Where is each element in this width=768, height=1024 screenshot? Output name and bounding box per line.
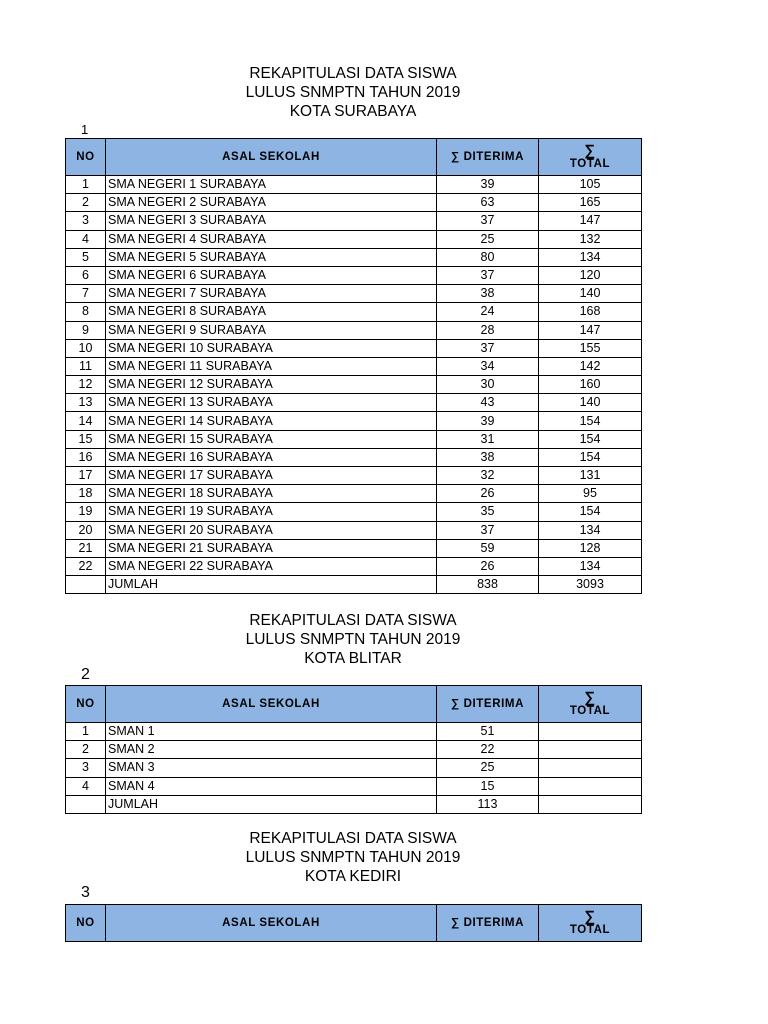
sigma-symbol: ∑ <box>584 141 596 159</box>
row-total: 142 <box>539 357 642 375</box>
row-accepted: 34 <box>437 357 539 375</box>
row-no: 3 <box>66 759 106 777</box>
row-total: 105 <box>539 176 642 194</box>
row-no: 16 <box>66 448 106 466</box>
row-school-name: SMAN 2 <box>106 741 437 759</box>
row-no: 9 <box>66 321 106 339</box>
row-total: 168 <box>539 303 642 321</box>
row-accepted: 24 <box>437 303 539 321</box>
row-accepted: 38 <box>437 448 539 466</box>
header-total <box>539 139 642 176</box>
row-accepted: 37 <box>437 212 539 230</box>
row-total: 132 <box>539 230 642 248</box>
row-total: 160 <box>539 376 642 394</box>
row-accepted: 32 <box>437 467 539 485</box>
table-row <box>66 176 642 194</box>
sum-accepted: 113 <box>437 795 539 813</box>
row-total: 128 <box>539 539 642 557</box>
table-row <box>66 394 642 412</box>
title-line-2: LULUS SNMPTN TAHUN 2019 <box>245 631 461 648</box>
table-row <box>66 248 642 266</box>
row-school-name: SMA NEGERI 17 SURABAYA <box>106 467 437 485</box>
row-no: 10 <box>66 339 106 357</box>
header-total-label: TOTAL <box>569 157 611 170</box>
header-total-label: TOTAL <box>569 704 611 717</box>
table-row <box>66 376 642 394</box>
title-line-1: REKAPITULASI DATA SISWA <box>249 612 457 629</box>
row-accepted: 37 <box>437 266 539 284</box>
section-number: 1 <box>81 122 89 137</box>
row-school-name: SMA NEGERI 19 SURABAYA <box>106 503 437 521</box>
row-school-name: SMA NEGERI 16 SURABAYA <box>106 448 437 466</box>
sum-total: 3093 <box>539 576 642 594</box>
sum-accepted: 838 <box>437 576 539 594</box>
header-school: ASAL SEKOLAH <box>106 139 437 176</box>
row-total: 147 <box>539 212 642 230</box>
sigma-symbol: ∑ <box>584 688 596 706</box>
table-row <box>66 557 642 575</box>
row-school-name: SMA NEGERI 18 SURABAYA <box>106 485 437 503</box>
title-line-1: REKAPITULASI DATA SISWA <box>249 830 457 847</box>
row-school-name: SMA NEGERI 5 SURABAYA <box>106 248 437 266</box>
row-total: 165 <box>539 194 642 212</box>
table-row <box>66 430 642 448</box>
section-title <box>65 64 641 121</box>
row-no: 6 <box>66 266 106 284</box>
row-total: 140 <box>539 394 642 412</box>
row-total: 95 <box>539 485 642 503</box>
table-row <box>66 357 642 375</box>
row-accepted: 59 <box>437 539 539 557</box>
sum-row <box>66 576 642 594</box>
header-total-label: TOTAL <box>569 923 611 936</box>
row-school-name: SMA NEGERI 9 SURABAYA <box>106 321 437 339</box>
table-row <box>66 485 642 503</box>
row-no: 5 <box>66 248 106 266</box>
row-accepted: 30 <box>437 376 539 394</box>
table-row <box>66 759 642 777</box>
table-row <box>66 194 642 212</box>
row-school-name: SMA NEGERI 6 SURABAYA <box>106 266 437 284</box>
row-no: 12 <box>66 376 106 394</box>
table-row <box>66 467 642 485</box>
table-row <box>66 303 642 321</box>
table-row <box>66 412 642 430</box>
title-line-3: KOTA BLITAR <box>304 650 402 667</box>
row-no: 1 <box>66 723 106 741</box>
row-accepted: 80 <box>437 248 539 266</box>
section-title <box>65 829 641 886</box>
row-no: 21 <box>66 539 106 557</box>
row-total: 134 <box>539 521 642 539</box>
row-accepted: 25 <box>437 759 539 777</box>
row-school-name: SMA NEGERI 14 SURABAYA <box>106 412 437 430</box>
row-accepted: 26 <box>437 557 539 575</box>
row-total: 134 <box>539 248 642 266</box>
row-school-name: SMA NEGERI 20 SURABAYA <box>106 521 437 539</box>
row-no: 14 <box>66 412 106 430</box>
row-no: 2 <box>66 741 106 759</box>
header-school: ASAL SEKOLAH <box>106 686 437 723</box>
table-row <box>66 539 642 557</box>
row-no: 7 <box>66 285 106 303</box>
row-no: 20 <box>66 521 106 539</box>
table-body <box>66 176 642 594</box>
table-row <box>66 212 642 230</box>
table-row <box>66 448 642 466</box>
header-accepted: ∑ DITERIMA <box>437 905 539 942</box>
row-school-name: SMA NEGERI 3 SURABAYA <box>106 212 437 230</box>
sum-total <box>539 795 642 813</box>
sum-no-cell <box>66 576 106 594</box>
row-no: 8 <box>66 303 106 321</box>
row-school-name: SMA NEGERI 21 SURABAYA <box>106 539 437 557</box>
header-total <box>539 905 642 942</box>
header-no: NO <box>66 686 106 723</box>
sum-label: JUMLAH <box>106 576 437 594</box>
row-school-name: SMA NEGERI 4 SURABAYA <box>106 230 437 248</box>
table-row <box>66 339 642 357</box>
table-row <box>66 723 642 741</box>
row-school-name: SMA NEGERI 7 SURABAYA <box>106 285 437 303</box>
row-no: 4 <box>66 777 106 795</box>
section-title <box>65 611 641 668</box>
row-total: 154 <box>539 503 642 521</box>
row-accepted: 39 <box>437 412 539 430</box>
title-line-3: KOTA SURABAYA <box>289 103 417 120</box>
header-school: ASAL SEKOLAH <box>106 905 437 942</box>
title-line-3: KOTA KEDIRI <box>304 868 402 885</box>
title-line-2: LULUS SNMPTN TAHUN 2019 <box>245 84 461 101</box>
row-school-name: SMA NEGERI 2 SURABAYA <box>106 194 437 212</box>
row-accepted: 63 <box>437 194 539 212</box>
table-row <box>66 230 642 248</box>
row-total: 131 <box>539 467 642 485</box>
row-school-name: SMA NEGERI 15 SURABAYA <box>106 430 437 448</box>
row-total: 154 <box>539 448 642 466</box>
row-no: 18 <box>66 485 106 503</box>
table-row <box>66 321 642 339</box>
data-table <box>65 904 642 942</box>
row-total <box>539 777 642 795</box>
row-no: 2 <box>66 194 106 212</box>
row-accepted: 37 <box>437 339 539 357</box>
table-row <box>66 503 642 521</box>
row-no: 13 <box>66 394 106 412</box>
row-school-name: SMA NEGERI 10 SURABAYA <box>106 339 437 357</box>
row-school-name: SMA NEGERI 22 SURABAYA <box>106 557 437 575</box>
row-no: 11 <box>66 357 106 375</box>
row-no: 3 <box>66 212 106 230</box>
row-school-name: SMA NEGERI 11 SURABAYA <box>106 357 437 375</box>
sum-row <box>66 795 642 813</box>
table-row <box>66 741 642 759</box>
row-accepted: 37 <box>437 521 539 539</box>
row-accepted: 22 <box>437 741 539 759</box>
row-total: 154 <box>539 430 642 448</box>
row-accepted: 28 <box>437 321 539 339</box>
row-school-name: SMA NEGERI 13 SURABAYA <box>106 394 437 412</box>
row-school-name: SMAN 1 <box>106 723 437 741</box>
sigma-symbol: ∑ <box>584 907 596 925</box>
header-no: NO <box>66 139 106 176</box>
header-total <box>539 686 642 723</box>
row-total: 120 <box>539 266 642 284</box>
row-total: 140 <box>539 285 642 303</box>
row-total: 147 <box>539 321 642 339</box>
title-line-1: REKAPITULASI DATA SISWA <box>249 65 457 82</box>
data-table <box>65 138 642 594</box>
row-accepted: 35 <box>437 503 539 521</box>
table-row <box>66 266 642 284</box>
row-no: 15 <box>66 430 106 448</box>
table-body <box>66 723 642 814</box>
header-accepted: ∑ DITERIMA <box>437 139 539 176</box>
row-no: 22 <box>66 557 106 575</box>
title-line-2: LULUS SNMPTN TAHUN 2019 <box>245 849 461 866</box>
row-no: 4 <box>66 230 106 248</box>
table-row <box>66 285 642 303</box>
data-table <box>65 685 642 814</box>
row-total <box>539 723 642 741</box>
sum-no-cell <box>66 795 106 813</box>
row-school-name: SMA NEGERI 12 SURABAYA <box>106 376 437 394</box>
row-accepted: 25 <box>437 230 539 248</box>
row-school-name: SMAN 3 <box>106 759 437 777</box>
row-total: 154 <box>539 412 642 430</box>
row-total: 134 <box>539 557 642 575</box>
row-accepted: 26 <box>437 485 539 503</box>
row-no: 19 <box>66 503 106 521</box>
table-row <box>66 777 642 795</box>
row-no: 17 <box>66 467 106 485</box>
row-school-name: SMA NEGERI 1 SURABAYA <box>106 176 437 194</box>
section-number: 3 <box>81 884 90 901</box>
header-no: NO <box>66 905 106 942</box>
table-row <box>66 521 642 539</box>
row-accepted: 31 <box>437 430 539 448</box>
row-accepted: 43 <box>437 394 539 412</box>
row-school-name: SMAN 4 <box>106 777 437 795</box>
row-accepted: 51 <box>437 723 539 741</box>
row-accepted: 39 <box>437 176 539 194</box>
row-accepted: 15 <box>437 777 539 795</box>
section-number: 2 <box>81 666 90 683</box>
row-accepted: 38 <box>437 285 539 303</box>
header-accepted: ∑ DITERIMA <box>437 686 539 723</box>
row-total <box>539 741 642 759</box>
row-school-name: SMA NEGERI 8 SURABAYA <box>106 303 437 321</box>
sum-label: JUMLAH <box>106 795 437 813</box>
row-no: 1 <box>66 176 106 194</box>
row-total: 155 <box>539 339 642 357</box>
row-total <box>539 759 642 777</box>
